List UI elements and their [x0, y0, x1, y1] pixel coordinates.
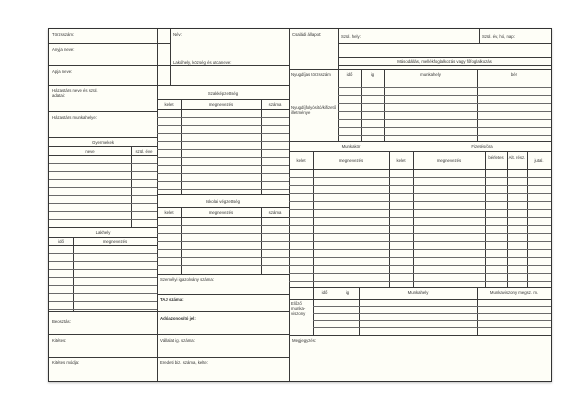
children-title: Gyermekek [92, 140, 114, 145]
row-guide-line [49, 195, 131, 196]
apja-neve-label: Apja neve: [52, 69, 73, 74]
row-guide-line [313, 320, 551, 321]
fizetes-col-megnevezes: megnevezés [436, 158, 462, 163]
row-guide-line [313, 313, 551, 314]
row-guide-line [289, 185, 551, 186]
row-guide-line [49, 269, 157, 270]
row-guide-line [313, 327, 551, 328]
row-guide-line [131, 203, 157, 204]
fizetes-col-kelet: kelet [396, 158, 406, 163]
row-guide-line [131, 219, 157, 220]
szul-ev-label: Szül. év, hó, nap: [482, 34, 515, 39]
row-guide-line [49, 211, 131, 212]
personnel-record-form [48, 28, 552, 382]
row-guide-line [49, 285, 157, 286]
row-guide-line [157, 165, 289, 166]
elozo-col-ido: idő [321, 290, 328, 295]
megjegyzes-label: Megjegyzés: [292, 338, 317, 343]
eredeti-label: Eredeti biz. száma, kelte: [160, 360, 209, 365]
nyugdijas-label: Nyugdíjas törzsszám [291, 72, 331, 77]
row-guide-line [289, 193, 551, 194]
children-col-year: szül. éve [135, 149, 153, 154]
torzsszam-label: Törzsszám: [52, 32, 75, 37]
row-guide-line [157, 117, 289, 118]
row-guide-line [49, 301, 157, 302]
anyja-neve-label: Anyja neve: [52, 47, 75, 52]
szakkepzettseg-title: Szakképzettség [207, 91, 239, 96]
row-guide-line [157, 249, 289, 250]
iskolai-title: Iskolai végzettség [205, 199, 241, 204]
fizetes-col-alt: Alt. rész. [508, 155, 526, 160]
row-guide-line [157, 181, 289, 182]
iskolai-col-kelet: kelet [164, 210, 174, 215]
szul-hely-label: Szül. hely: [341, 34, 361, 39]
row-guide-line [131, 195, 157, 196]
divider-szulev [479, 29, 480, 43]
iskolai-col-szama: száma [268, 210, 282, 215]
row-guide-line [157, 133, 289, 134]
row-guide-line [157, 173, 289, 174]
row-guide-line [313, 306, 551, 307]
row-guide-line [157, 141, 289, 142]
nev-label: Név: [173, 32, 182, 37]
fizetes-title: Fizetés/óra [471, 144, 493, 149]
fizetes-col-berletes: bérletes [488, 155, 504, 160]
divider-left-col [157, 29, 158, 381]
row-guide-line [289, 273, 551, 274]
kitetes-modja-label: Kitétes módja: [52, 360, 80, 365]
row-guide-line [289, 265, 551, 266]
row-guide-line [157, 157, 289, 158]
children-col-name: neve [85, 149, 95, 154]
row-guide-line [157, 241, 289, 242]
masodallas-col-munkahely: munkahely [420, 72, 441, 77]
row-guide-line [49, 179, 131, 180]
row-guide-line [157, 225, 289, 226]
csaladi-allapot-label: Családi állapot: [292, 32, 322, 37]
row-guide-line [49, 219, 131, 220]
row-guide-line [289, 281, 551, 282]
masodallas-col-ido: idő [346, 72, 353, 77]
row-guide-line [49, 171, 131, 172]
row-guide-line [157, 149, 289, 150]
masodallas-title: Másodállás, mellékfoglalkozás vagy főfoglalkozás [397, 59, 492, 64]
row-guide-line [49, 163, 131, 164]
munkakor-title: Munkakör [341, 144, 361, 149]
nyugdij-kifizeto-label: Nyugdíjfolyósító/kifizető illetménye [291, 105, 337, 115]
residence-col-megnevezes: megnevezés [102, 239, 128, 244]
row-guide-line [131, 211, 157, 212]
row-guide-line [157, 125, 289, 126]
row-guide-line [49, 203, 131, 204]
fizetes-col-jutalom: jutal. [534, 158, 544, 163]
row-guide-line [157, 265, 289, 266]
row-guide-line [131, 163, 157, 164]
row-guide-line [289, 177, 551, 178]
row-guide-line [131, 171, 157, 172]
row-guide-line [338, 87, 551, 88]
row-guide-line [289, 249, 551, 250]
row-guide-line [289, 209, 551, 210]
row-guide-line [338, 103, 551, 104]
taj-label: TAJ száma: [160, 297, 184, 302]
szakkepzettseg-col-szama: száma [268, 102, 282, 107]
szakkepzettseg-col-megnevezes: megnevezés [208, 102, 234, 107]
hazastars-munkahelye-label: Házastárs munkahelye: [52, 115, 97, 120]
row-guide-line [131, 179, 157, 180]
vallalat-label: Vállalat ig. száma: [160, 338, 195, 343]
elozo-col-munkahely: Munkahely [407, 290, 429, 295]
masodallas-col-ber: bér [510, 72, 518, 77]
row-guide-line [338, 111, 551, 112]
row-guide-line [157, 257, 289, 258]
row-guide-line [338, 135, 551, 136]
residence-title: Lakhely [95, 230, 111, 235]
masodallas-col-ig: ig [370, 72, 375, 77]
residence-col-ido: idő [58, 239, 64, 244]
row-guide-line [49, 187, 131, 188]
row-guide-line [289, 225, 551, 226]
row-guide-line [49, 261, 157, 262]
adoazonosito-label: Adóazonosító jel: [160, 316, 196, 321]
row-guide-line [49, 253, 157, 254]
row-guide-line [49, 277, 157, 278]
kitetes-label: Kitétes: [52, 338, 67, 343]
row-guide-line [49, 309, 157, 310]
munkakor-col-kelet: kelet [296, 158, 306, 163]
szemelyi-label: Személyi igazolvány száma: [160, 277, 214, 282]
row-guide-line [338, 95, 551, 96]
hazastars-neve-label: Házastárs neve és szül. adatai: [52, 88, 98, 98]
row-guide-line [289, 201, 551, 202]
elozo-label: Előző munka-viszony [291, 301, 306, 316]
row-guide-line [289, 257, 551, 258]
row-guide-line [289, 233, 551, 234]
divider-name-col [170, 29, 171, 85]
row-guide-line [338, 127, 551, 128]
row-guide-line [289, 241, 551, 242]
elozo-col-ig: ig [345, 290, 350, 295]
munkakor-col-megnevezes: megnevezés [338, 158, 364, 163]
beosztas-label: Beosztás: [52, 319, 71, 324]
row-guide-line [338, 119, 551, 120]
row-guide-line [49, 293, 157, 294]
row-guide-line [131, 187, 157, 188]
iskolai-col-megnevezes: megnevezés [208, 210, 234, 215]
row-guide-line [289, 217, 551, 218]
lakohely-label: Lakóhely, község és utcaneve: [173, 60, 232, 65]
elozo-col-megszunes: Munkaviszony megsz. m. [489, 290, 539, 295]
row-guide-line [157, 233, 289, 234]
szakkepzettseg-col-kelet: kelet [164, 102, 174, 107]
divider-mid-col [289, 29, 290, 381]
row-guide-line [157, 189, 289, 190]
